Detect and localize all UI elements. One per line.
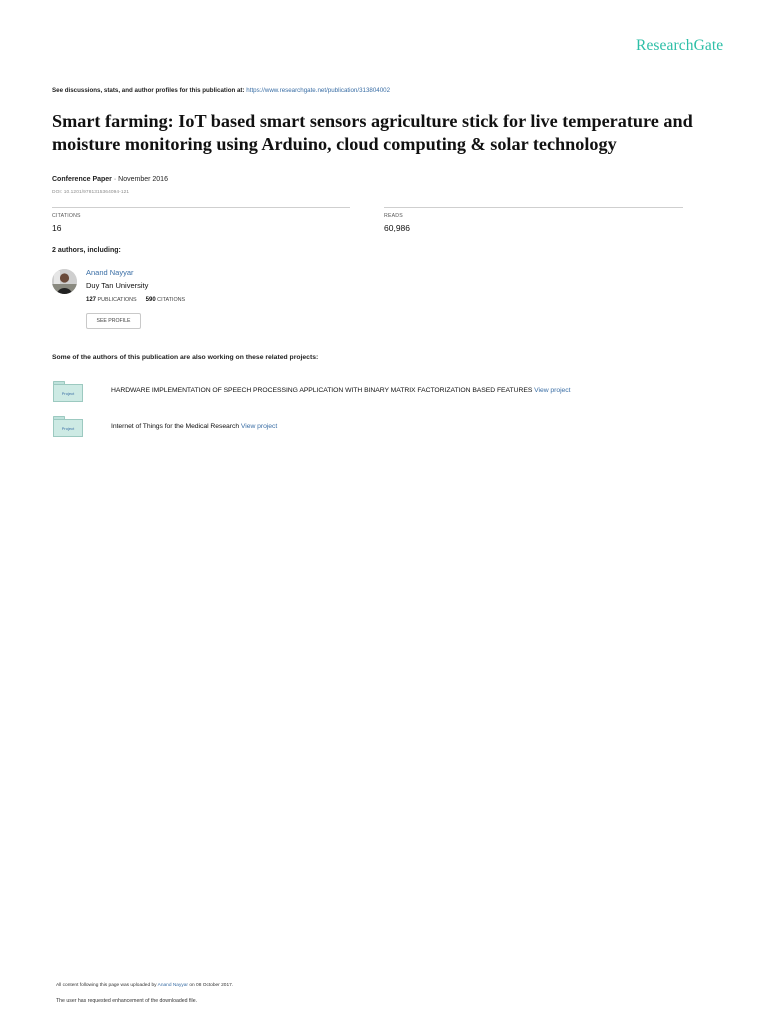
- author-institution: Duy Tan University: [86, 281, 149, 290]
- view-project-link[interactable]: View project: [534, 387, 571, 394]
- reads-label: READS: [384, 213, 403, 219]
- author-avatar[interactable]: [52, 269, 77, 294]
- paper-type: Conference Paper: [52, 176, 112, 183]
- enhancement-note: The user has requested enhancement of the downloaded file.: [56, 998, 198, 1004]
- upload-note: [56, 983, 233, 988]
- paper-date: · November 2016: [113, 176, 168, 183]
- uploader-link[interactable]: Anand Nayyar: [157, 983, 189, 988]
- discussion-line: [52, 87, 390, 94]
- project-item: [111, 387, 570, 394]
- project-folder-icon[interactable]: [53, 381, 83, 403]
- project-item: [111, 423, 277, 430]
- citations-value: 16: [52, 223, 62, 233]
- project-icon-label: Project: [61, 390, 75, 396]
- author-publications-count: 127: [86, 297, 97, 303]
- researchgate-logo[interactable]: ResearchGate: [636, 37, 724, 54]
- project-icon-label: Project: [61, 425, 75, 431]
- reads-value: 60,986: [384, 223, 410, 233]
- upload-suffix: on 08 October 2017.: [189, 983, 234, 988]
- projects-heading: Some of the authors of this publication are also working on these related projects:: [52, 354, 319, 361]
- stats-divider-left: [52, 207, 350, 208]
- stats-divider-right: [384, 207, 683, 208]
- project-folder-icon[interactable]: [53, 416, 83, 438]
- see-profile-button[interactable]: SEE PROFILE: [86, 313, 141, 329]
- author-citations-label: CITATIONS: [157, 297, 186, 303]
- view-project-link[interactable]: View project: [240, 423, 278, 430]
- project-title: Internet of Things for the Medical Research: [111, 423, 240, 430]
- publication-url-link[interactable]: https://www.researchgate.net/publication/313804002: [246, 87, 391, 94]
- project-title: HARDWARE IMPLEMENTATION OF SPEECH PROCESSING APPLICATION WITH BINARY MATRIX FACTORIZATION BASED FEATURES: [111, 387, 533, 394]
- citations-label: CITATIONS: [52, 213, 81, 219]
- authors-heading: 2 authors, including:: [52, 247, 121, 254]
- upload-prefix: All content following this page was uploaded by: [56, 983, 157, 988]
- paper-meta: [52, 176, 168, 183]
- paper-doi: DOI: 10.1201/9781315364094-121: [52, 190, 130, 195]
- author-citations-count: 590: [145, 297, 156, 303]
- discussion-text: See discussions, stats, and author profiles for this publication at:: [52, 87, 245, 94]
- paper-title: Smart farming: IoT based smart sensors agriculture stick for live temperature and moisture monitoring using Arduino, cloud computing & solar technology: [52, 111, 693, 154]
- author-name-link[interactable]: Anand Nayyar: [86, 268, 134, 277]
- author-publications-label: PUBLICATIONS: [97, 297, 137, 303]
- author-stats: [86, 297, 185, 303]
